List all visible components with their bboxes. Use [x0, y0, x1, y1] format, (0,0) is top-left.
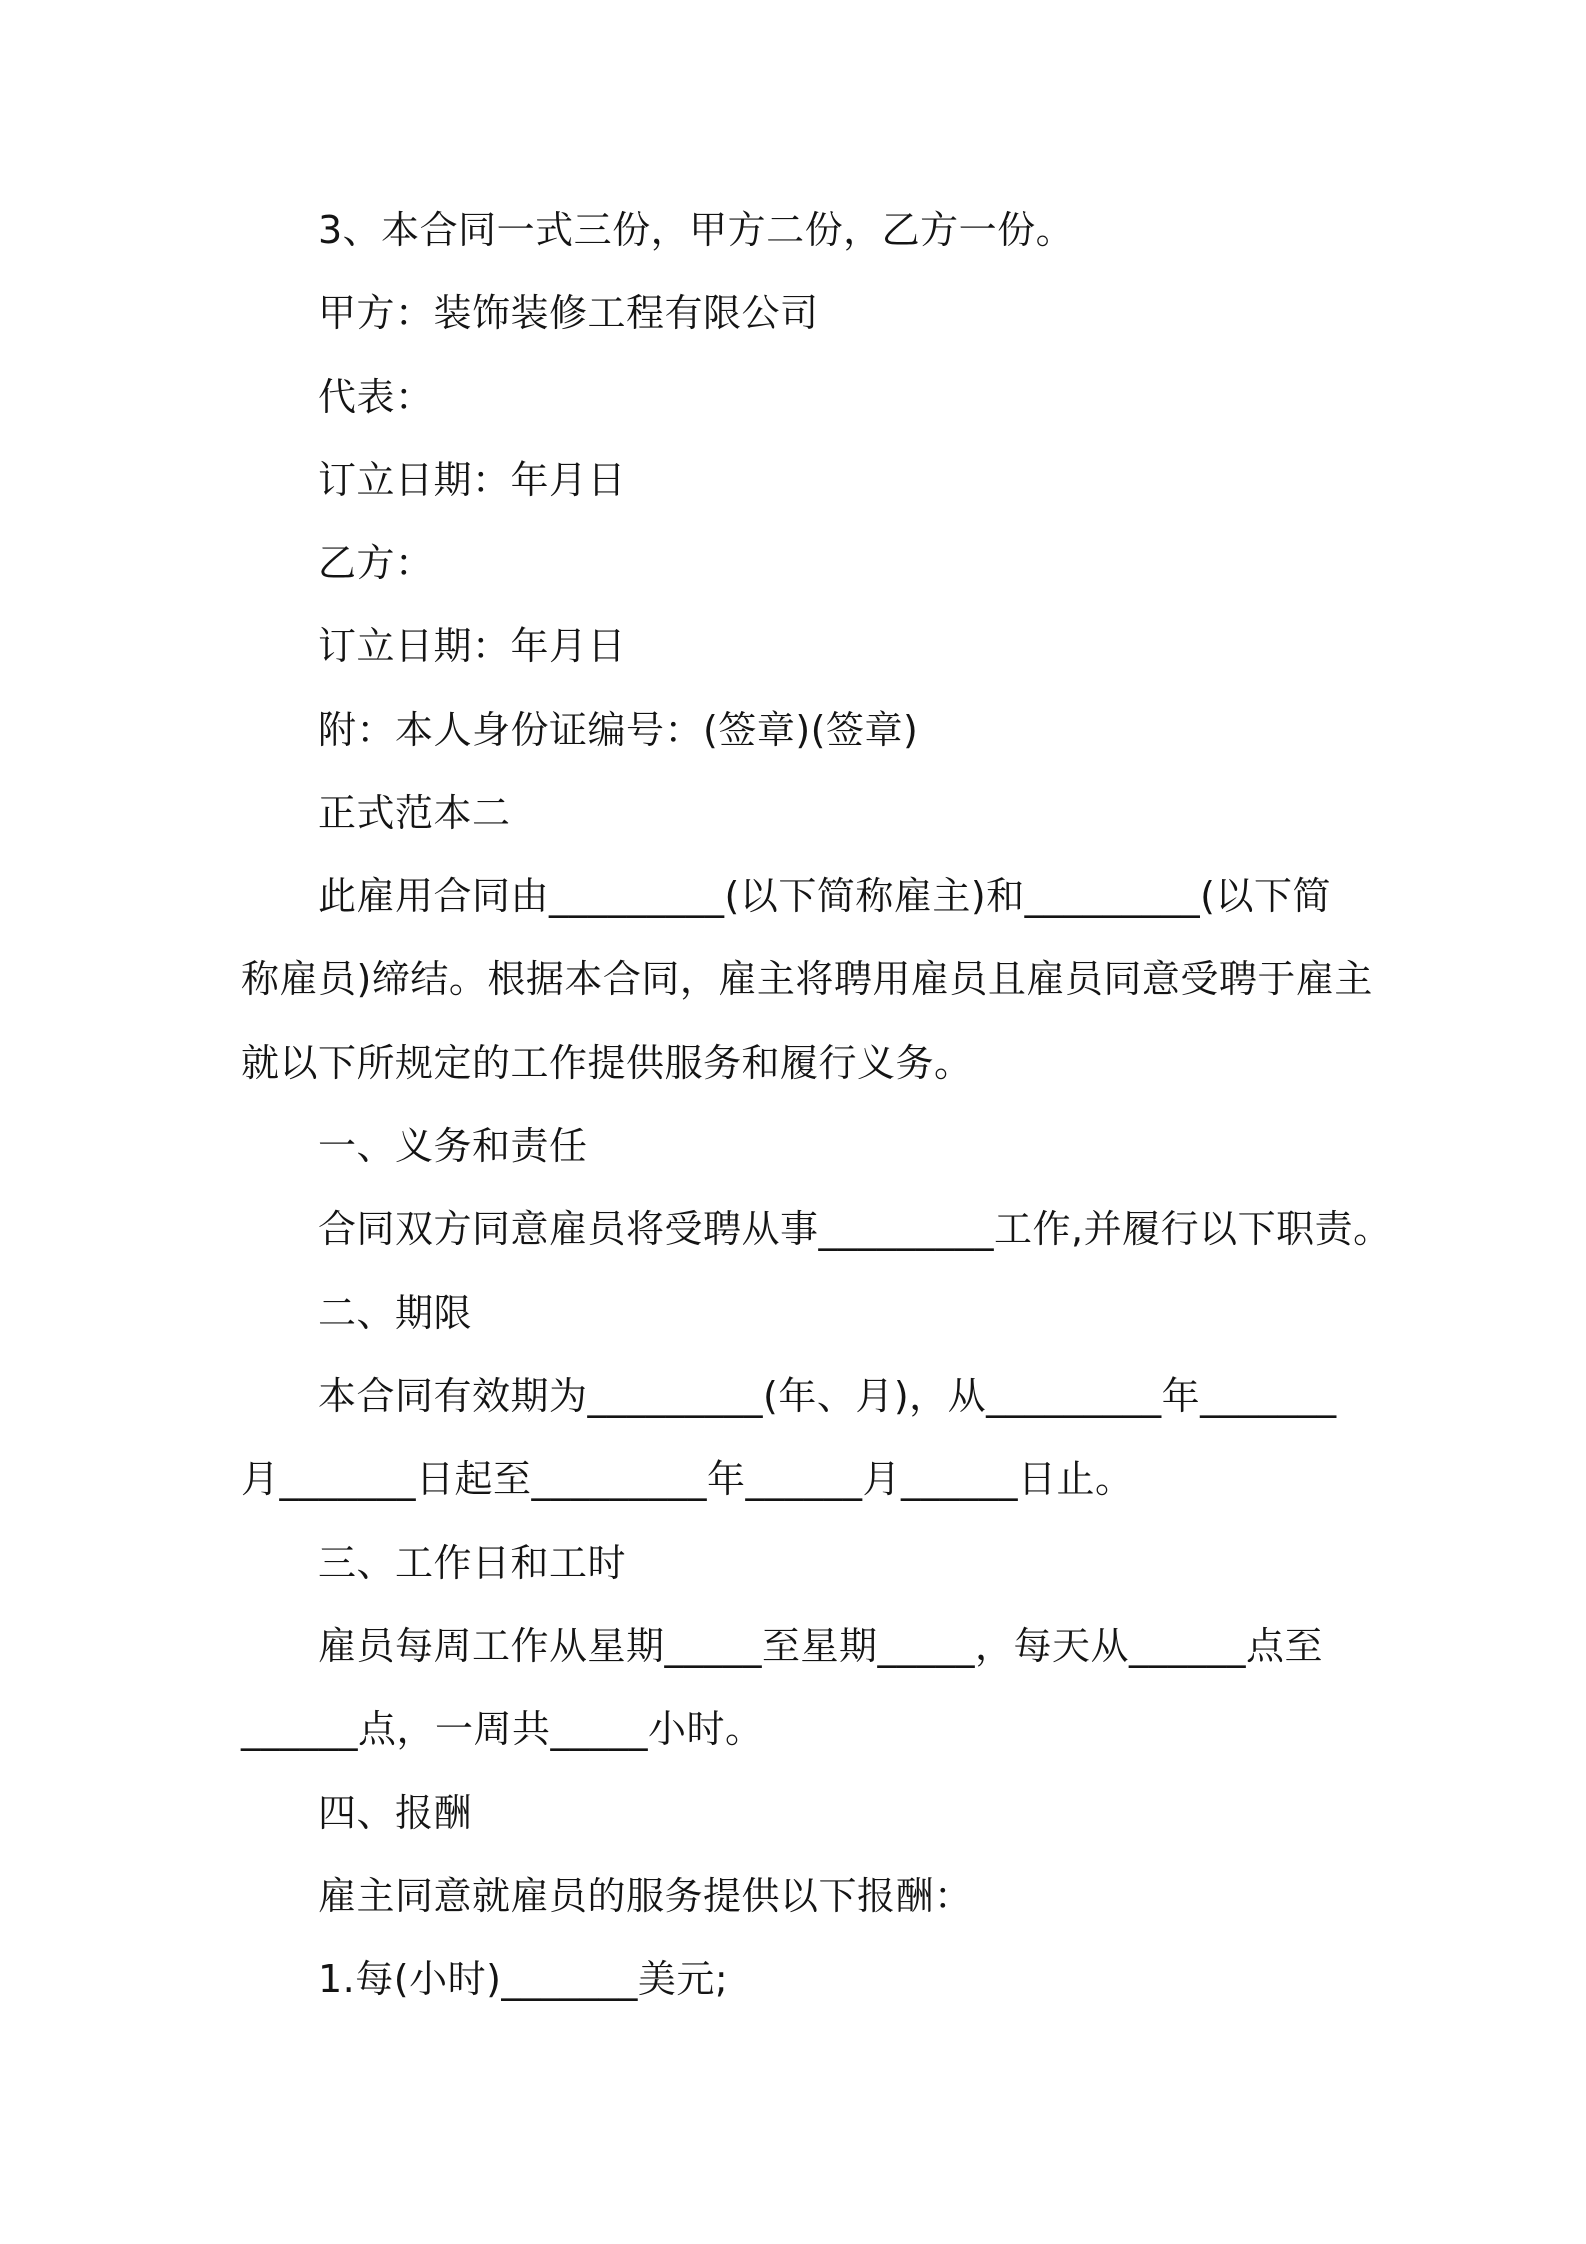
party-b-label: 乙方： [318, 541, 434, 585]
hours-paragraph-line-2: ______点，一周共_____小时。 [241, 1707, 764, 1751]
hours-paragraph-line-1: 雇员每周工作从星期_____至星期_____，每天从______点至 [318, 1624, 1324, 1668]
term-paragraph-line-2: 月_______日起至_________年______月______日止。 [241, 1457, 1134, 1501]
signing-date-b: 订立日期：年月日 [318, 624, 627, 668]
party-a-name: 甲方：装饰装修工程有限公司 [318, 291, 819, 335]
id-number-signature: 附：本人身份证编号：(签章)(签章) [318, 708, 919, 752]
intro-paragraph-line-1: 此雇用合同由_________(以下简称雇主)和_________(以下简 [318, 874, 1331, 918]
heading-duties: 一、义务和责任 [318, 1124, 588, 1168]
clause-copies: 3、本合同一式三份，甲方二份，乙方一份。 [318, 208, 1075, 252]
remuneration-item-1: 1.每(小时)_______美元; [318, 1957, 729, 2001]
intro-paragraph-line-3: 就以下所规定的工作提供服务和履行义务。 [241, 1041, 973, 1085]
heading-term: 二、期限 [318, 1291, 473, 1335]
heading-working-hours: 三、工作日和工时 [318, 1541, 627, 1585]
heading-remuneration: 四、报酬 [318, 1791, 473, 1835]
representative-label: 代表： [318, 375, 434, 419]
term-paragraph-line-1: 本合同有效期为_________(年、月)，从_________年_______ [318, 1374, 1337, 1418]
signing-date-a: 订立日期：年月日 [318, 458, 627, 502]
intro-paragraph-line-2: 称雇员)缔结。根据本合同，雇主将聘用雇员且雇员同意受聘于雇主 [241, 957, 1373, 1001]
remuneration-paragraph: 雇主同意就雇员的服务提供以下报酬： [318, 1874, 973, 1918]
duties-paragraph: 合同双方同意雇员将受聘从事_________工作,并履行以下职责。 [318, 1207, 1392, 1251]
section-title-template-two: 正式范本二 [318, 791, 511, 835]
